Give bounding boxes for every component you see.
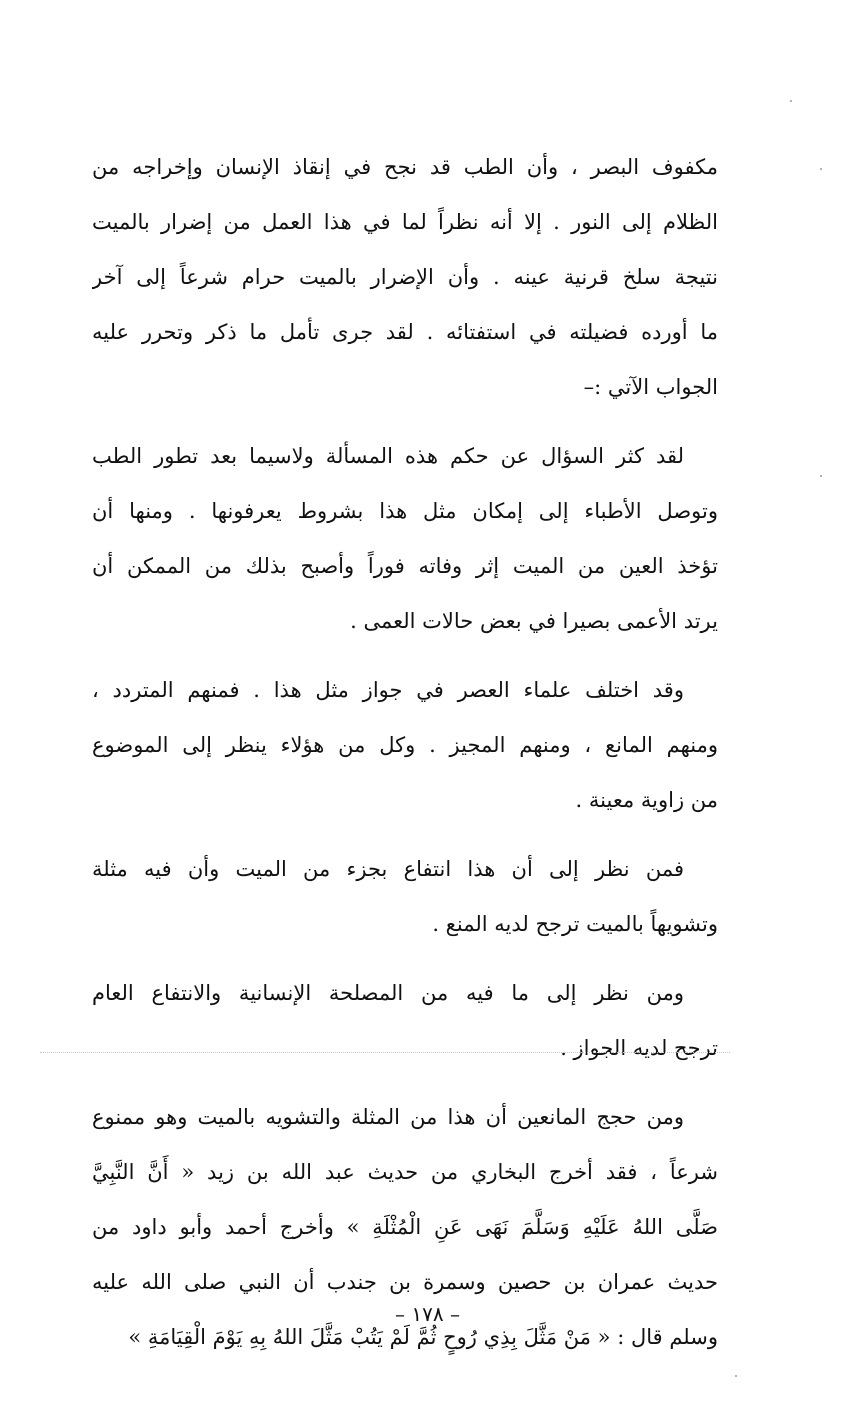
text-line: حديث عمران بن حصين وسمرة بن جندب أن النبي صلى الله عليه: [92, 1270, 718, 1294]
scan-artifact-line: [40, 1052, 730, 1054]
scan-speck: [820, 475, 822, 477]
scan-speck: [820, 168, 822, 170]
text-line: يرتد الأعمى بصيرا في بعض حالات العمى .: [350, 609, 718, 633]
text-line: الجواب الآتي :–: [583, 375, 718, 399]
text-line: مكفوف البصر ، وأن الطب قد نجح في إنقاذ الإنسان وإخراجه من: [92, 155, 718, 179]
page-number: – ١٧٨ –: [395, 1302, 460, 1326]
text-line: وسلم قال : « مَنْ مَثَّلَ بِذِي رُوحٍ ثُمَّ لَمْ يَتُبْ مَثَّلَ اللهُ بِهِ يَوْمَ الْقِيَامَةِ »: [128, 1325, 718, 1349]
text-line: ترجح لديه الجواز .: [560, 1036, 718, 1060]
paragraph: [92, 429, 718, 649]
text-line: وقد اختلف علماء العصر في جواز مثل هذا . فمنهم المتردد ،: [92, 678, 684, 702]
text-line: ومنهم المانع ، ومنهم المجيز . وكل من هؤلاء ينظر إلى الموضوع: [92, 733, 718, 757]
text-line: تؤخذ العين من الميت إثر وفاته فوراً وأصبح بذلك من الممكن أن: [92, 554, 718, 578]
text-line: وتشويهاً بالميت ترجح لديه المنع .: [432, 912, 718, 936]
scan-speck: [790, 100, 792, 102]
text-line: شرعاً ، فقد أخرج البخاري من حديث عبد الله بن زيد « أَنَّ النَّبِيَّ: [92, 1160, 718, 1184]
text-line: لقد كثر السؤال عن حكم هذه المسألة ولاسيما بعد تطور الطب: [92, 444, 684, 468]
text-line: ومن نظر إلى ما فيه من المصلحة الإنسانية والانتفاع العام: [92, 981, 684, 1005]
text-line: نتيجة سلخ قرنية عينه . وأن الإضرار بالميت حرام شرعاً إلى آخر: [92, 265, 718, 289]
paragraph: [92, 842, 718, 952]
text-line: ما أورده فضيلته في استفتائه . لقد جرى تأمل ما ذكر وتحرر عليه: [92, 320, 718, 344]
page-body: [92, 140, 718, 1379]
paragraph: [92, 140, 718, 415]
paragraph: [92, 966, 718, 1076]
text-line: فمن نظر إلى أن هذا انتفاع بجزء من الميت وأن فيه مثلة: [92, 857, 684, 881]
text-line: من زاوية معينة .: [575, 788, 718, 812]
text-line: الظلام إلى النور . إلا أنه نظراً لما في هذا العمل من إضرار بالميت: [92, 210, 718, 234]
paragraph: [92, 663, 718, 828]
text-line: وتوصل الأطباء إلى إمكان مثل هذا بشروط يعرفونها . ومنها أن: [92, 499, 718, 523]
text-line: ومن حجج المانعين أن هذا من المثلة والتشويه بالميت وهو ممنوع: [92, 1105, 684, 1129]
scan-speck: [735, 1375, 737, 1377]
text-line: صَلَّى اللهُ عَلَيْهِ وَسَلَّمَ نَهَى عَنِ الْمُثْلَةِ » وأخرج أحمد وأبو داود من: [92, 1215, 718, 1239]
